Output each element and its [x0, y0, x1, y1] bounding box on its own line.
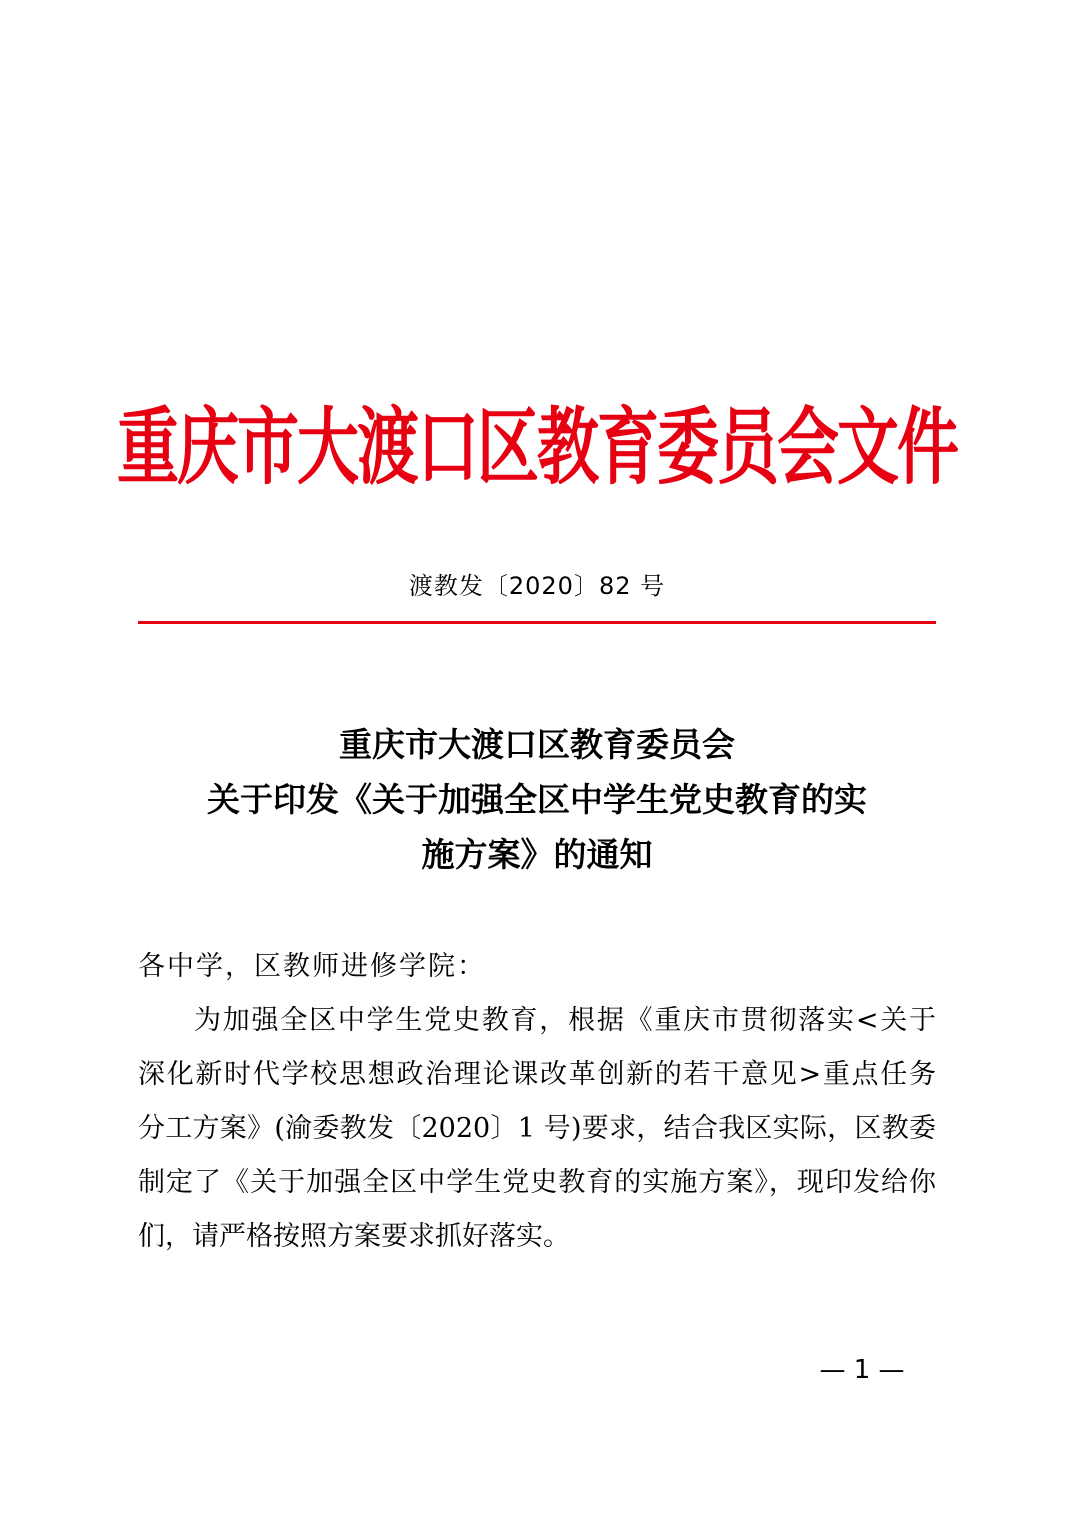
page-number: — 1 —	[819, 1355, 905, 1385]
notice-body	[138, 940, 936, 1264]
notice-title-line: 施方案》的通知	[421, 835, 653, 874]
red-separator-line	[138, 621, 936, 624]
body-line: 制定了《关于加强全区中学生党史教育的实施方案》，现印发给你	[138, 1167, 936, 1198]
salutation: 各中学，区教师进修学院：	[138, 951, 486, 982]
notice-title-line: 重庆市大渡口区教育委员会	[339, 725, 735, 764]
notice-title	[138, 717, 936, 882]
body-line: 分工方案》(渝委教发〔2020〕1 号)要求，结合我区实际，区教委	[138, 1113, 936, 1144]
body-line: 们，请严格按照方案要求抓好落实。	[138, 1221, 570, 1252]
notice-title-line: 关于印发《关于加强全区中学生党史教育的实	[207, 780, 867, 819]
document-number: 渡教发〔2020〕82 号	[408, 572, 666, 600]
body-line: 深化新时代学校思想政治理论课改革创新的若干意见>重点任务	[138, 1059, 936, 1090]
document-masthead: 重庆市大渡口区教育委员会文件	[116, 397, 957, 497]
body-line: 为加强全区中学生党史教育，根据《重庆市贯彻落实<关于	[194, 1005, 936, 1036]
